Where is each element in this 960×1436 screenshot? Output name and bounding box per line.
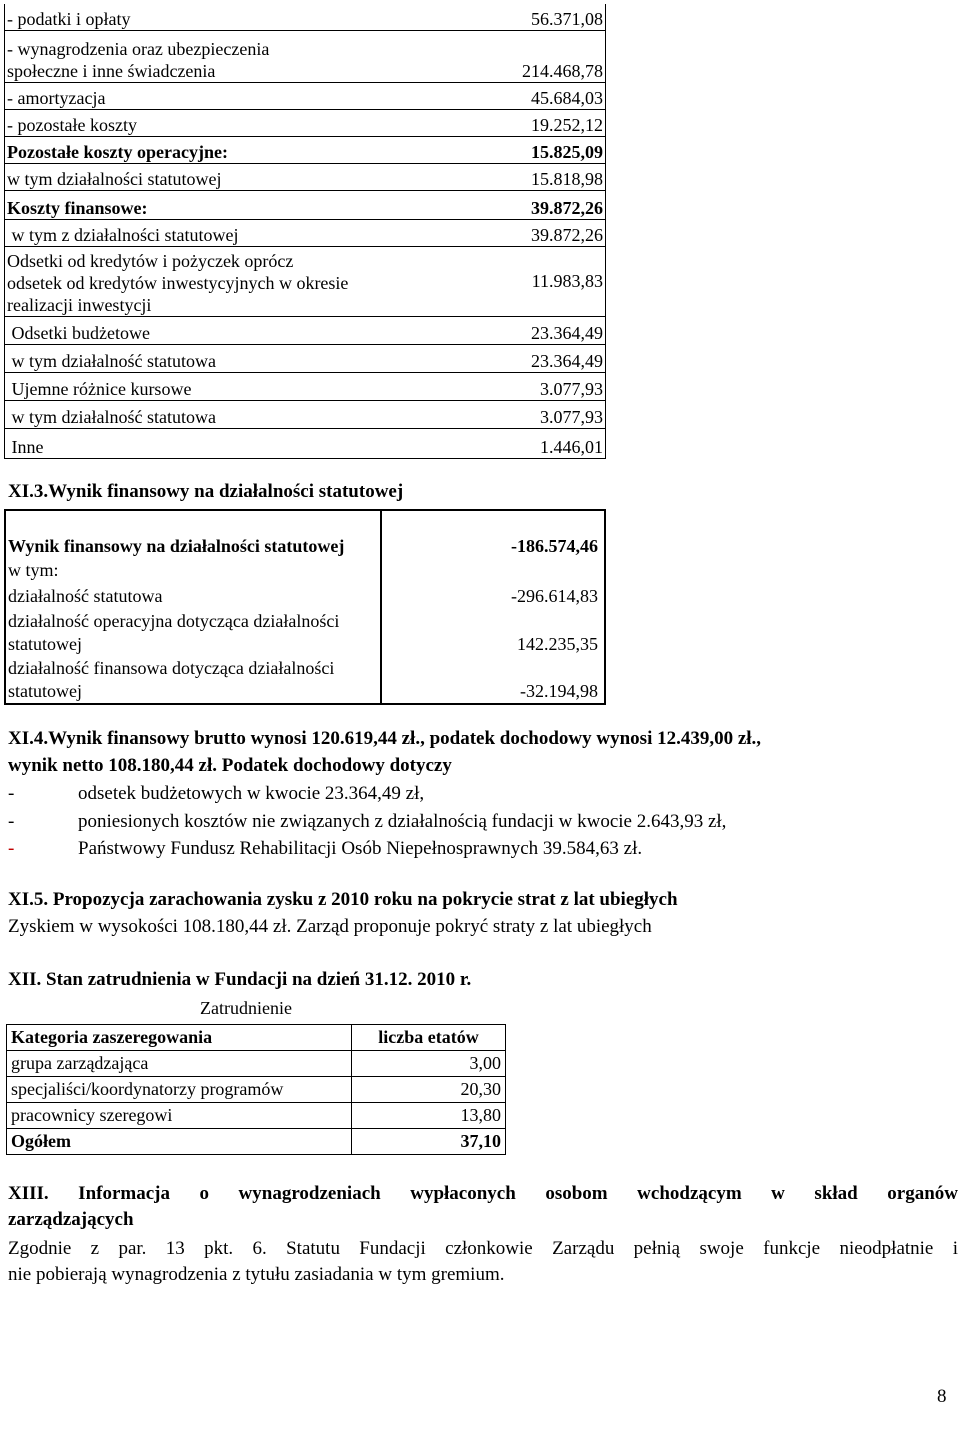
row-value: -32.194,98 — [520, 681, 598, 701]
section-heading-xi5: XI.5. Propozycja zarachowania zysku z 2010 roku na pokrycie strat z lat ubiegłych — [8, 889, 678, 910]
section-xi4-line1: XI.4.Wynik finansowy brutto wynosi 120.619,44 zł., podatek dochodowy wynosi 12.439,00 zł., — [8, 728, 762, 749]
column-header: Kategoria zaszeregowania — [7, 1025, 352, 1051]
section-xiii-text-line1: Zgodnie z par. 13 pkt. 6. Statutu Fundacji członkowie Zarządu pełnią swoje funkcje nieodpłatnie i — [8, 1238, 958, 1259]
table-row — [5, 163, 606, 190]
row-value: 11.983,83 — [426, 246, 606, 316]
row-value: 13,80 — [352, 1103, 506, 1129]
section-heading-xi3: XI.3.Wynik finansowy na działalności statutowej — [8, 481, 404, 502]
list-item — [8, 836, 642, 862]
table-row — [5, 608, 605, 656]
row-value: 45.684,03 — [426, 82, 606, 109]
row-value: 56.371,08 — [426, 4, 606, 30]
table-row — [5, 109, 606, 136]
list-item-text: poniesionych kosztów nie związanych z działalnością fundacji w kwocie 2.643,93 zł, — [78, 811, 727, 832]
row-label: specjaliści/koordynatorzy programów — [7, 1077, 352, 1103]
section-heading-xiii-line2: zarządzających — [8, 1209, 134, 1230]
table-row — [5, 656, 605, 704]
row-value: 19.252,12 — [426, 109, 606, 136]
row-label: w tym z działalności statutowej — [5, 219, 427, 246]
table-row — [5, 400, 606, 428]
list-item — [8, 809, 726, 835]
row-label: grupa zarządzająca — [7, 1051, 352, 1077]
row-label: Koszty finansowe: — [5, 190, 427, 219]
row-label: - wynagrodzenia oraz ubezpieczenia społeczne i inne świadczenia — [7, 38, 270, 81]
list-item — [8, 781, 424, 807]
row-value: -186.574,46 — [511, 536, 598, 556]
section-xiii-text-line2: nie pobierają wynagrodzenia z tytułu zasiadania w tym gremium. — [8, 1264, 505, 1285]
row-label: działalność statutowa — [5, 582, 381, 608]
table-row — [5, 344, 606, 372]
row-value: 20,30 — [352, 1077, 506, 1103]
list-dash: - — [8, 811, 15, 832]
row-value: 39.872,26 — [426, 219, 606, 246]
row-label: Ujemne różnice kursowe — [5, 372, 427, 400]
row-label: w tym działalności statutowej — [5, 163, 427, 190]
row-value — [381, 558, 605, 582]
result-table — [4, 509, 606, 705]
row-label: działalność finansowa dotycząca działalności statutowej — [5, 656, 381, 704]
table-row — [5, 510, 605, 558]
table-row — [5, 82, 606, 109]
row-label: pracownicy szeregowi — [7, 1103, 352, 1129]
row-value: 23.364,49 — [426, 316, 606, 344]
row-label: w tym: — [5, 558, 381, 582]
row-value: 15.825,09 — [426, 136, 606, 163]
table-row — [7, 1051, 506, 1077]
page-number: 8 — [937, 1386, 947, 1407]
table-row — [5, 246, 606, 316]
table-header-row — [7, 1025, 506, 1051]
list-dash: - — [8, 783, 15, 804]
row-value: 23.364,49 — [426, 344, 606, 372]
column-header: liczba etatów — [352, 1025, 506, 1051]
list-item-text: odsetek budżetowych w kwocie 23.364,49 zł, — [78, 783, 425, 804]
table-total-row — [7, 1129, 506, 1155]
table-row — [5, 428, 606, 458]
table-row — [5, 582, 605, 608]
employment-table-title: Zatrudnienie — [200, 998, 292, 1018]
row-label: w tym działalność statutowa — [5, 344, 427, 372]
row-label: - pozostałe koszty — [5, 109, 427, 136]
row-value: -296.614,83 — [511, 586, 598, 606]
section-heading-xiii-line1: XIII. Informacja o wynagrodzeniach wypłaconych osobom wchodzącym w skład organów — [8, 1183, 958, 1204]
total-label: Ogółem — [7, 1129, 352, 1155]
table-row — [5, 558, 605, 582]
row-label: Inne — [5, 428, 427, 458]
row-value: 39.872,26 — [426, 190, 606, 219]
table-row — [5, 4, 606, 30]
row-value: 214.468,78 — [426, 30, 606, 82]
row-value: 3.077,93 — [426, 372, 606, 400]
row-value: 15.818,98 — [426, 163, 606, 190]
table-row — [5, 136, 606, 163]
row-value: 142.235,35 — [517, 634, 598, 654]
list-item-text: Państwowy Fundusz Rehabilitacji Osób Niepełnosprawnych 39.584,63 zł. — [78, 838, 643, 859]
section-xi4-line2: wynik netto 108.180,44 zł. Podatek dochodowy dotyczy — [8, 755, 452, 776]
table-row — [5, 190, 606, 219]
row-value: 1.446,01 — [426, 428, 606, 458]
costs-table — [4, 4, 606, 459]
table-row — [5, 316, 606, 344]
section-xi5-text: Zyskiem w wysokości 108.180,44 zł. Zarząd proponuje pokryć straty z lat ubiegłych — [8, 916, 652, 937]
row-label: działalność operacyjna dotycząca działalności statutowej — [5, 608, 381, 656]
row-label: Odsetki budżetowe — [5, 316, 427, 344]
row-label: Pozostałe koszty operacyjne: — [5, 136, 427, 163]
row-label: - podatki i opłaty — [5, 4, 427, 30]
table-row — [5, 30, 606, 82]
row-label: Wynik finansowy na działalności statutowej — [5, 510, 381, 558]
row-label: - amortyzacja — [5, 82, 427, 109]
section-heading-xii: XII. Stan zatrudnienia w Fundacji na dzień 31.12. 2010 r. — [8, 969, 472, 990]
row-label: Odsetki od kredytów i pożyczek oprócz odsetek od kredytów inwestycyjnych w okresie realizacji inwestycji — [7, 250, 349, 315]
table-row — [7, 1103, 506, 1129]
table-row — [5, 219, 606, 246]
row-value: 3.077,93 — [426, 400, 606, 428]
employment-table — [6, 1024, 506, 1155]
total-value: 37,10 — [352, 1129, 506, 1155]
row-label: w tym działalność statutowa — [5, 400, 427, 428]
table-row — [7, 1077, 506, 1103]
table-row — [5, 372, 606, 400]
row-value: 3,00 — [352, 1051, 506, 1077]
list-dash: - — [8, 838, 15, 859]
